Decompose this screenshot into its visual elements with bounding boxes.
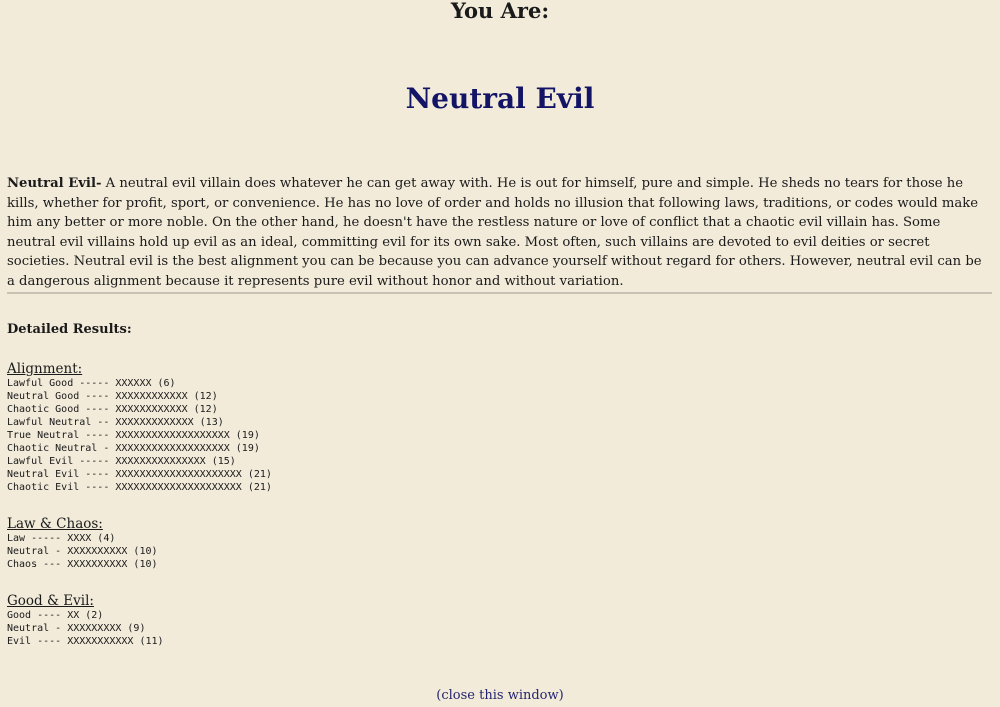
result-row: Lawful Neutral -- XXXXXXXXXXXXX (13) — [7, 417, 224, 428]
alignment-heading: Alignment: — [7, 361, 83, 377]
good-evil-section — [7, 594, 164, 648]
law-chaos-heading: Law & Chaos: — [7, 516, 103, 532]
alignment-description — [7, 174, 992, 291]
result-row: Chaotic Neutral - XXXXXXXXXXXXXXXXXXX (19) — [7, 443, 260, 454]
result-row: Neutral Evil ---- XXXXXXXXXXXXXXXXXXXXX (21) — [7, 469, 272, 480]
good-evil-heading: Good & Evil: — [7, 593, 94, 609]
close-window-container — [0, 688, 1000, 703]
result-row: Chaotic Evil ---- XXXXXXXXXXXXXXXXXXXXX (21) — [7, 482, 272, 493]
result-row: True Neutral ---- XXXXXXXXXXXXXXXXXXX (19) — [7, 430, 260, 441]
you-are-heading: You Are: — [450, 0, 550, 23]
result-row: Neutral - XXXXXXXXXX (10) — [7, 546, 158, 557]
divider — [7, 292, 992, 294]
detailed-results-label: Detailed Results: — [7, 322, 132, 337]
result-row: Law ----- XXXX (4) — [7, 533, 116, 544]
description-term: Neutral Evil- — [7, 176, 102, 191]
result-row: Chaos --- XXXXXXXXXX (10) — [7, 559, 158, 570]
result-row: Evil ---- XXXXXXXXXXX (11) — [7, 636, 164, 647]
result-title: Neutral Evil — [405, 82, 595, 115]
alignment-section — [7, 362, 272, 494]
result-row: Chaotic Good ---- XXXXXXXXXXXX (12) — [7, 404, 218, 415]
alignment-rows — [7, 377, 272, 494]
result-row: Lawful Good ----- XXXXXX (6) — [7, 378, 176, 389]
law-chaos-rows — [7, 532, 158, 571]
close-window-link[interactable]: (close this window) — [436, 688, 564, 703]
result-row: Lawful Evil ----- XXXXXXXXXXXXXXX (15) — [7, 456, 236, 467]
result-row: Good ---- XX (2) — [7, 610, 104, 621]
law-chaos-section — [7, 517, 158, 571]
description-text: A neutral evil villain does whatever he can get away with. He is out for himself, pure and simple. He sheds no tears for those he kills, whether for profit, sport, or convenience. He has no love of order and holds no illusion that following laws, traditions, or codes would make him any better or more noble. On the other hand, he doesn't have the restless nature or love of conflict that a chaotic evil villain has. Some neutral evil villains hold up evil as an ideal, committing evil for its own sake. Most often, such villains are devoted to evil deities or secret societies. Neutral evil is the best alignment you can be because you can advance yourself without regard for others. However, neutral evil can be a dangerous alignment because it represents pure evil without honor and without variation. — [7, 176, 982, 289]
result-row: Neutral Good ---- XXXXXXXXXXXX (12) — [7, 391, 218, 402]
result-row: Neutral - XXXXXXXXX (9) — [7, 623, 146, 634]
good-evil-rows — [7, 609, 164, 648]
